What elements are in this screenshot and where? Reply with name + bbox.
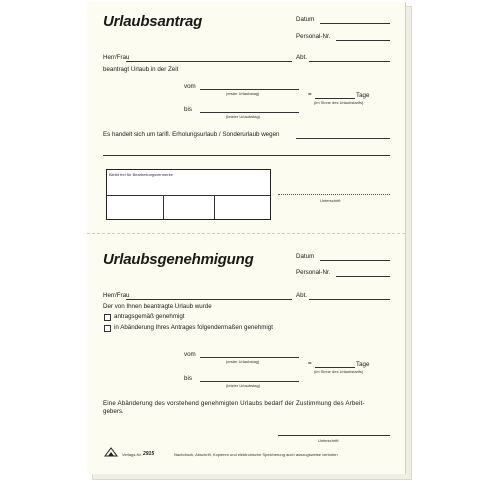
genehmigung-abt-field[interactable]: [309, 299, 390, 300]
antrag-datum-field[interactable]: [320, 23, 390, 24]
antrag-tage-field[interactable]: [315, 98, 355, 99]
antrag-equals: =: [308, 91, 312, 98]
genehmigung-abaenderung-text-2: gebers.: [103, 408, 124, 415]
genehmigung-personal-field[interactable]: [336, 276, 390, 277]
antrag-grund-field[interactable]: [296, 138, 390, 139]
antrag-signature-line[interactable]: [278, 194, 390, 195]
genehmigung-title: Urlaubsgenehmigung: [103, 251, 254, 268]
box-col-divider-1: [163, 195, 164, 219]
antrag-handelt-text: Es handelt sich um tarifl. Erholungsurlaub / Sonderurlaub wegen: [103, 131, 280, 138]
genehmigung-der-von-text: Der von Ihnen beantragte Urlaub wurde: [103, 303, 212, 310]
antrag-bis-field[interactable]: [200, 112, 299, 113]
antrag-abt-label: Abt.: [296, 54, 308, 61]
option-antragsgemaess-checkbox[interactable]: [104, 314, 111, 321]
antrag-name-field[interactable]: [126, 61, 292, 62]
bearbeitung-box: [106, 169, 271, 220]
antrag-grund-field-2[interactable]: [103, 155, 390, 156]
genehmigung-tage-hint: (im Sinne des Urlaubstarifs): [314, 369, 364, 374]
genehmigung-herr-frau-label: Herr/Frau: [103, 292, 130, 299]
genehmigung-tage-label: Tage: [356, 361, 370, 368]
antrag-abt-field[interactable]: [309, 61, 390, 62]
bearbeitung-label: Bleibt frei für Bearbeitungsvermerke: [109, 172, 173, 177]
genehmigung-name-field[interactable]: [126, 299, 292, 300]
antrag-title: Urlaubsantrag: [103, 13, 203, 30]
genehmigung-equals: =: [308, 360, 312, 367]
antrag-tage-hint: (im Sinne des Urlaubstarifs): [314, 100, 364, 105]
antrag-tage-label: Tage: [356, 92, 370, 99]
antrag-personal-field[interactable]: [336, 40, 390, 41]
option-abaenderung-label: in Abänderung Ihres Antrages folgendermaßen genehmigt: [114, 324, 273, 331]
option-antragsgemaess-label: antragsgemäß genehmigt: [114, 313, 185, 320]
genehmigung-vom-label: vom: [184, 351, 196, 358]
tear-off-line: [87, 233, 405, 234]
genehmigung-bis-label: bis: [184, 375, 192, 382]
genehmigung-abaenderung-text: Eine Abänderung des vorstehend genehmigten Urlaubs bedarf der Zustimmung des Arbeit-: [103, 400, 365, 407]
genehmigung-erster-hint: (erster Urlaubstag): [226, 359, 260, 364]
antrag-beantragt-text: beantragt Urlaub in der Zeit: [103, 66, 179, 73]
genehmigung-datum-label: Datum: [296, 253, 315, 260]
genehmigung-datum-field[interactable]: [320, 260, 390, 261]
genehmigung-bis-field[interactable]: [200, 381, 299, 382]
antrag-erster-hint: (erster Urlaubstag): [226, 91, 260, 96]
genehmigung-letzter-hint: (letzter Urlaubstag): [226, 383, 261, 388]
genehmigung-personal-label: Personal-Nr.: [296, 269, 331, 276]
antrag-vom-label: vom: [184, 83, 196, 90]
verlag-nr: 2915: [143, 451, 155, 457]
antrag-bis-label: bis: [184, 106, 192, 113]
genehmigung-signature-line[interactable]: [278, 435, 390, 436]
genehmigung-vom-field[interactable]: [200, 357, 299, 358]
antrag-datum-label: Datum: [296, 16, 315, 23]
genehmigung-tage-field[interactable]: [315, 367, 355, 368]
option-abaenderung-checkbox[interactable]: [104, 325, 111, 332]
genehmigung-abt-label: Abt.: [296, 292, 308, 299]
antrag-signature-label: Unterschrift: [320, 198, 341, 203]
antrag-letzter-hint: (letzter Urlaubstag): [226, 114, 261, 119]
publisher-logo-icon: [104, 447, 118, 457]
verlag-label: Verlags-Nr.: [122, 452, 142, 457]
antrag-herr-frau-label: Herr/Frau: [103, 54, 130, 61]
box-col-divider-2: [214, 195, 215, 219]
copyright-notice: Nachdruck, Abschrift, Kopieren und elektronische Speicherung auch auszugsweise verboten: [174, 452, 338, 457]
box-divider: [107, 195, 270, 196]
antrag-vom-field[interactable]: [200, 89, 299, 90]
antrag-personal-label: Personal-Nr.: [296, 33, 331, 40]
genehmigung-signature-label: Unterschrift: [318, 438, 339, 443]
